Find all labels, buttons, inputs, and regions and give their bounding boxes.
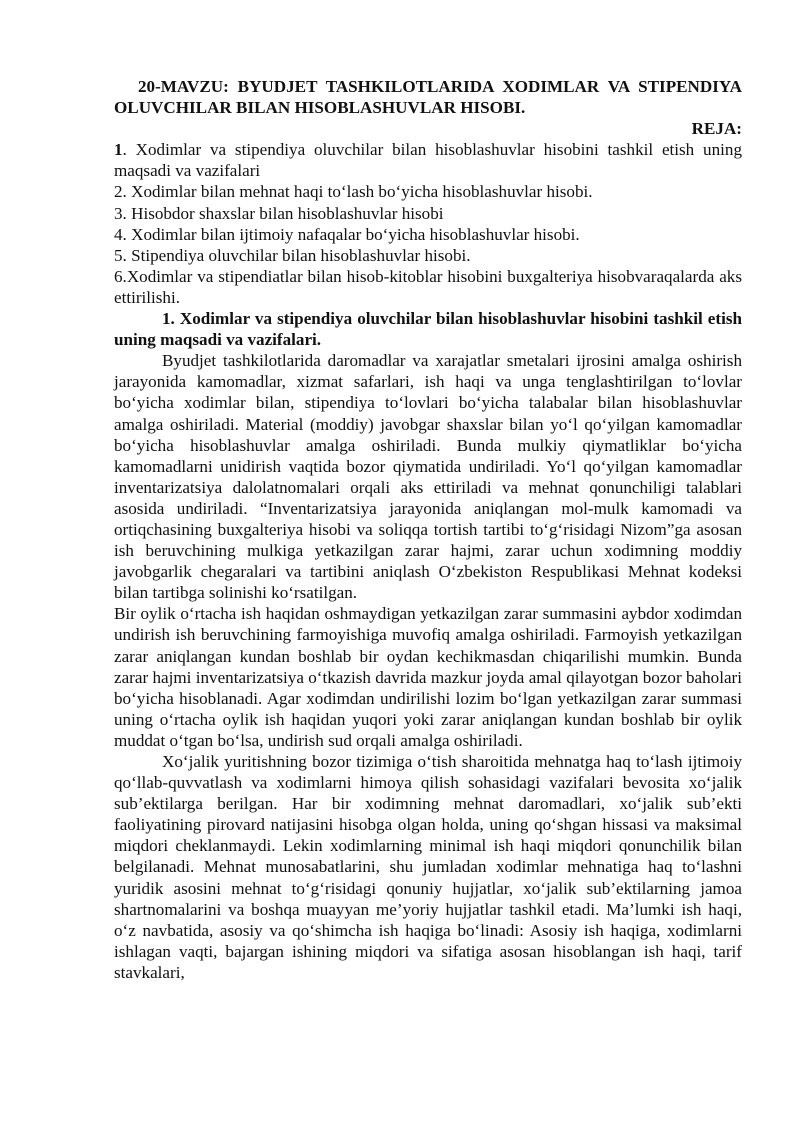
plan-item-2: 2. Xodimlar bilan mehnat haqi to‘lash bo‘yicha hisoblashuvlar hisobi.	[114, 182, 593, 202]
paragraph-2: Bir oylik o‘rtacha ish haqidan oshmaydigan yetkazilgan zarar summasini aybdor xodimdan undirish ish beruvchining farmoyishiga muvofiq amalga oshiriladi. Farmoyish yetkazilgan zarar aniqlangan kundan boshlab bir oydan kechikmasdan chiqarilishi mumkin. Bunda zarar hajmi inventarizatsiya o‘tkazish davrida mazkur joyda amal qilayotgan bozor baholari bo‘yicha hisoblanadi. Agar xodimdan undirilishi lozim bo‘lgan yetkazilgan zarar summasi uning o‘rtacha oylik ish haqidan yuqori yoki zarar aniqlangan kundan boshlab bir oylik muddat o‘tgan bo‘lsa, undirish sud orqali amalga oshiriladi.	[114, 604, 742, 750]
document-title: 20-MAVZU: BYUDJET TASHKILOTLARIDA XODIMLAR VA STIPENDIYA OLUVCHILAR BILAN HISOBLASHUVLAR HISOBI.	[114, 77, 742, 118]
paragraph-3: Xo‘jalik yuritishning bozor tizimiga o‘tish sharoitida mehnatga haq to‘lash ijtimoiy qo‘llab-quvvatlash va xodimlarni himoya qilish sohasidagi vazifalari bevosita xo‘jalik sub’ektilarga berilgan. Har bir xodimning mehnat daromadlari, xo‘jalik sub’ekti faoliyatining pirovard natijasini hisobga olgan holda, uning qo‘shgan hissasi va maksimal miqdori cheklanmaydi. Lekin xodimlarning minimal ish haqi miqdori qonunchilik bilan belgilanadi. Mehnat munosabatlarini, shu jumladan xodimlar mehnatiga haq to‘lashni yuridik asosini mehnat to‘g‘risidagi qonuniy hujjatlar, xo‘jalik sub’ektilarning jamoa shartnomalarini va boshqa muayyan me’yoriy hujjatlar tashkil etadi. Ma’lumki ish haqi, o‘z navbatida, asosiy va qo‘shimcha ish haqiga bo‘linadi: Asosiy ish haqiga, xodimlarni ishlagan vaqti, bajargan ishining miqdori va sifatiga asosan hisoblangan ish haqi, tarif stavkalari,	[114, 752, 742, 982]
document-page	[114, 76, 742, 983]
plan-item-1-text: . Xodimlar va stipendiya oluvchilar bilan hisoblashuvlar hisobini tashkil etish uning maqsadi va vazifalari	[114, 140, 742, 181]
plan-item-3: 3. Hisobdor shaxslar bilan hisoblashuvlar hisobi	[114, 203, 444, 223]
plan-heading: REJA:	[691, 119, 742, 139]
plan-item-1-number: 1	[114, 140, 123, 160]
plan-item-5: 5. Stipendiya oluvchilar bilan hisoblashuvlar hisobi.	[114, 245, 471, 265]
plan-item-4: 4. Xodimlar bilan ijtimoiy nafaqalar bo‘yicha hisoblashuvlar hisobi.	[114, 224, 580, 244]
paragraph-1: Byudjet tashkilotlarida daromadlar va xarajatlar smetalari ijrosini amalga oshirish jarayonida kamomadlar, xizmat safarlari, ish haqi va unga tenglashtirilgan to‘lovlar bo‘yicha xodimlar bilan, stipendiya to‘lovlari bo‘yicha talabalar bilan hisoblashuvlar amalga oshiriladi. Material (moddiy) javobgar shaxslar bilan yo‘l qo‘yilgan kamomadlar bo‘yicha hisoblashuvlar amalga oshiriladi. Bunda mulkiy qiymatliklar bo‘yicha kamomadlarni unidirish vaqtida bozor qiymatida undiriladi. Yo‘l qo‘yilgan kamomadlar inventarizatsiya dalolatnomalari orqali aks ettiriladi va mehnat qonunchiligi talablari asosida undiriladi. “Inventarizatsiya jarayonida aniqlangan mol-mulk kamomadi va ortiqchasining buxgalteriya hisobi va soliqqa tortish tartibi to‘g‘risidagi Nizom”ga asosan ish beruvchining mulkiga yetkazilgan zarar hajmi, zarar uchun xodimning moddiy javobgarlik chegaralari va tartibini aniqlash O‘zbekiston Respublikasi Mehnat kodeksi bilan tartibga solinishi ko‘rsatilgan.	[114, 351, 742, 603]
plan-item-6: 6.Xodimlar va stipendiatlar bilan hisob-kitoblar hisobini buxgalteriya hisobvaraqalarda aks ettirilishi.	[114, 266, 742, 307]
plan-item-1	[114, 139, 742, 181]
section-1-heading: 1. Xodimlar va stipendiya oluvchilar bilan hisoblashuvlar hisobini tashkil etish uning maqsadi va vazifalari.	[114, 309, 742, 350]
